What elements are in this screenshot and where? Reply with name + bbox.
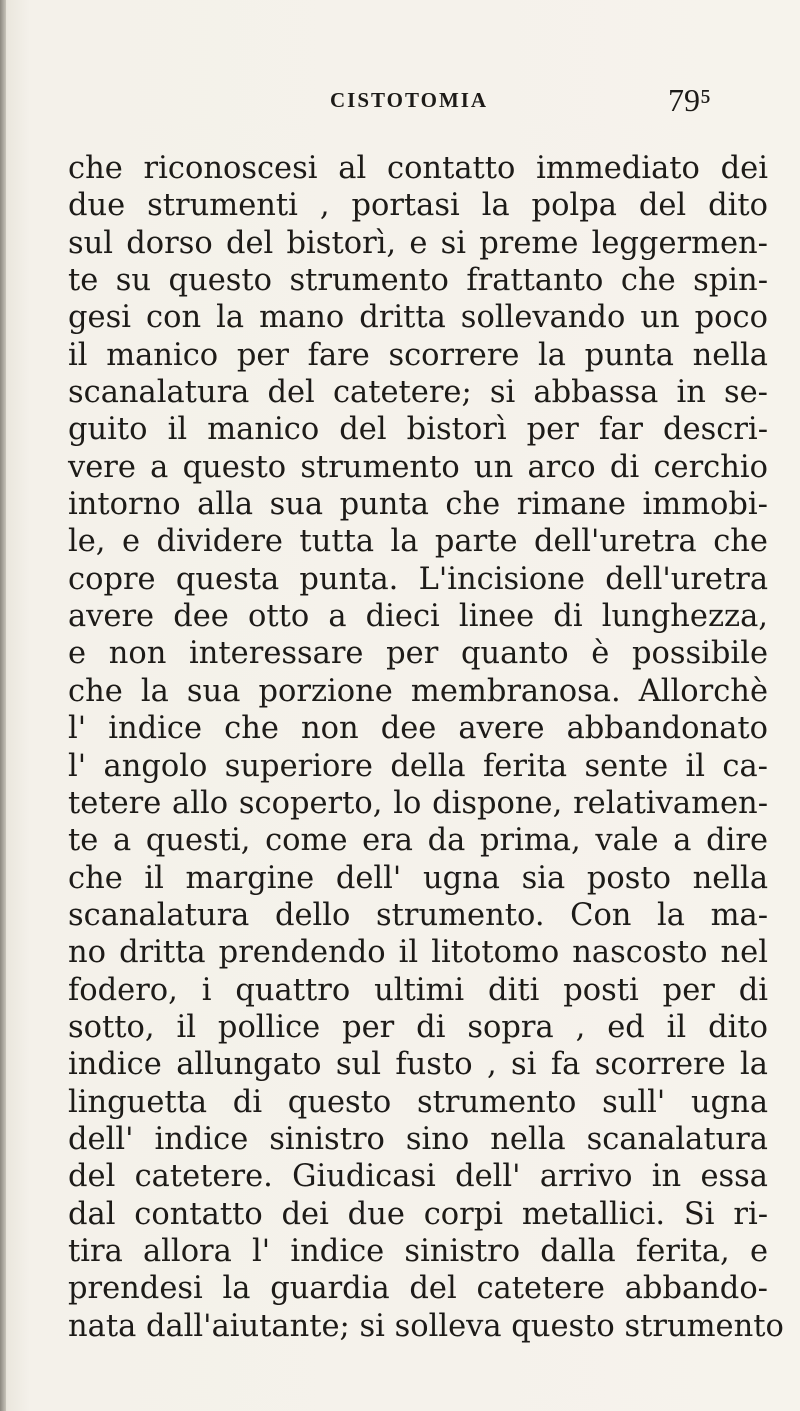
text-line: l' indice che non dee avere abbandonato: [68, 711, 768, 747]
page-header: [0, 82, 800, 128]
text-line: dell' indice sinistro sino nella scanalatura: [68, 1121, 768, 1157]
text-line: le, e dividere tutta la parte dell'uretra che: [68, 524, 768, 560]
text-line: intorno alla sua punta che rimane immobi-: [68, 487, 768, 523]
page-number: 79⁵: [668, 82, 712, 118]
text-line: copre questa punta. L'incisione dell'uretra: [68, 561, 768, 597]
text-line: due strumenti , portasi la polpa del dito: [68, 188, 768, 224]
text-line: avere dee otto a dieci linee di lunghezza,: [68, 599, 768, 635]
text-line: sul dorso del bistorì, e si preme leggermen-: [68, 225, 768, 261]
text-line: te a questi, come era da prima, vale a dire: [68, 823, 768, 859]
body-text: [68, 150, 784, 1345]
text-line: no dritta prendendo il litotomo nascosto nel: [68, 935, 768, 971]
text-line: il manico per fare scorrere la punta nella: [68, 337, 768, 373]
text-line: che il margine dell' ugna sia posto nella: [68, 860, 768, 896]
text-line: dal contatto dei due corpi metallici. Si ri-: [68, 1196, 768, 1232]
page-binding-edge: [0, 0, 6, 1411]
text-line: l' angolo superiore della ferita sente il ca-: [68, 748, 768, 784]
text-line: indice allungato sul fusto , si fa scorrere la: [68, 1047, 768, 1083]
text-line: che la sua porzione membranosa. Allorchè: [68, 673, 768, 709]
text-line: che riconoscesi al contatto immediato dei: [68, 151, 768, 186]
text-line: prendesi la guardia del catetere abbando-: [68, 1271, 768, 1307]
text-line: tira allora l' indice sinistro dalla ferita, e: [68, 1233, 768, 1269]
text-line: gesi con la mano dritta sollevando un poco: [68, 300, 768, 336]
text-line: linguetta di questo strumento sull' ugna: [68, 1084, 768, 1120]
running-title: CISTOTOMIA: [330, 88, 489, 112]
text-line: te su questo strumento frattanto che spin-: [68, 263, 768, 299]
text-line: nata dall'aiutante; si solleva questo strumento: [68, 1308, 784, 1344]
text-line: tetere allo scoperto, lo dispone, relativamen-: [68, 785, 768, 821]
text-line: e non interessare per quanto è possibile: [68, 636, 768, 672]
text-line: scanalatura del catetere; si abbassa in se-: [68, 375, 768, 411]
text-line: guito il manico del bistorì per far descri-: [68, 412, 768, 448]
text-line: fodero, i quattro ultimi diti posti per di: [68, 972, 768, 1008]
text-line: del catetere. Giudicasi dell' arrivo in essa: [68, 1159, 768, 1195]
text-line: vere a questo strumento un arco di cerchio: [68, 449, 768, 485]
text-line: sotto, il pollice per di sopra , ed il dito: [68, 1009, 768, 1045]
text-line: scanalatura dello strumento. Con la ma-: [68, 897, 768, 933]
